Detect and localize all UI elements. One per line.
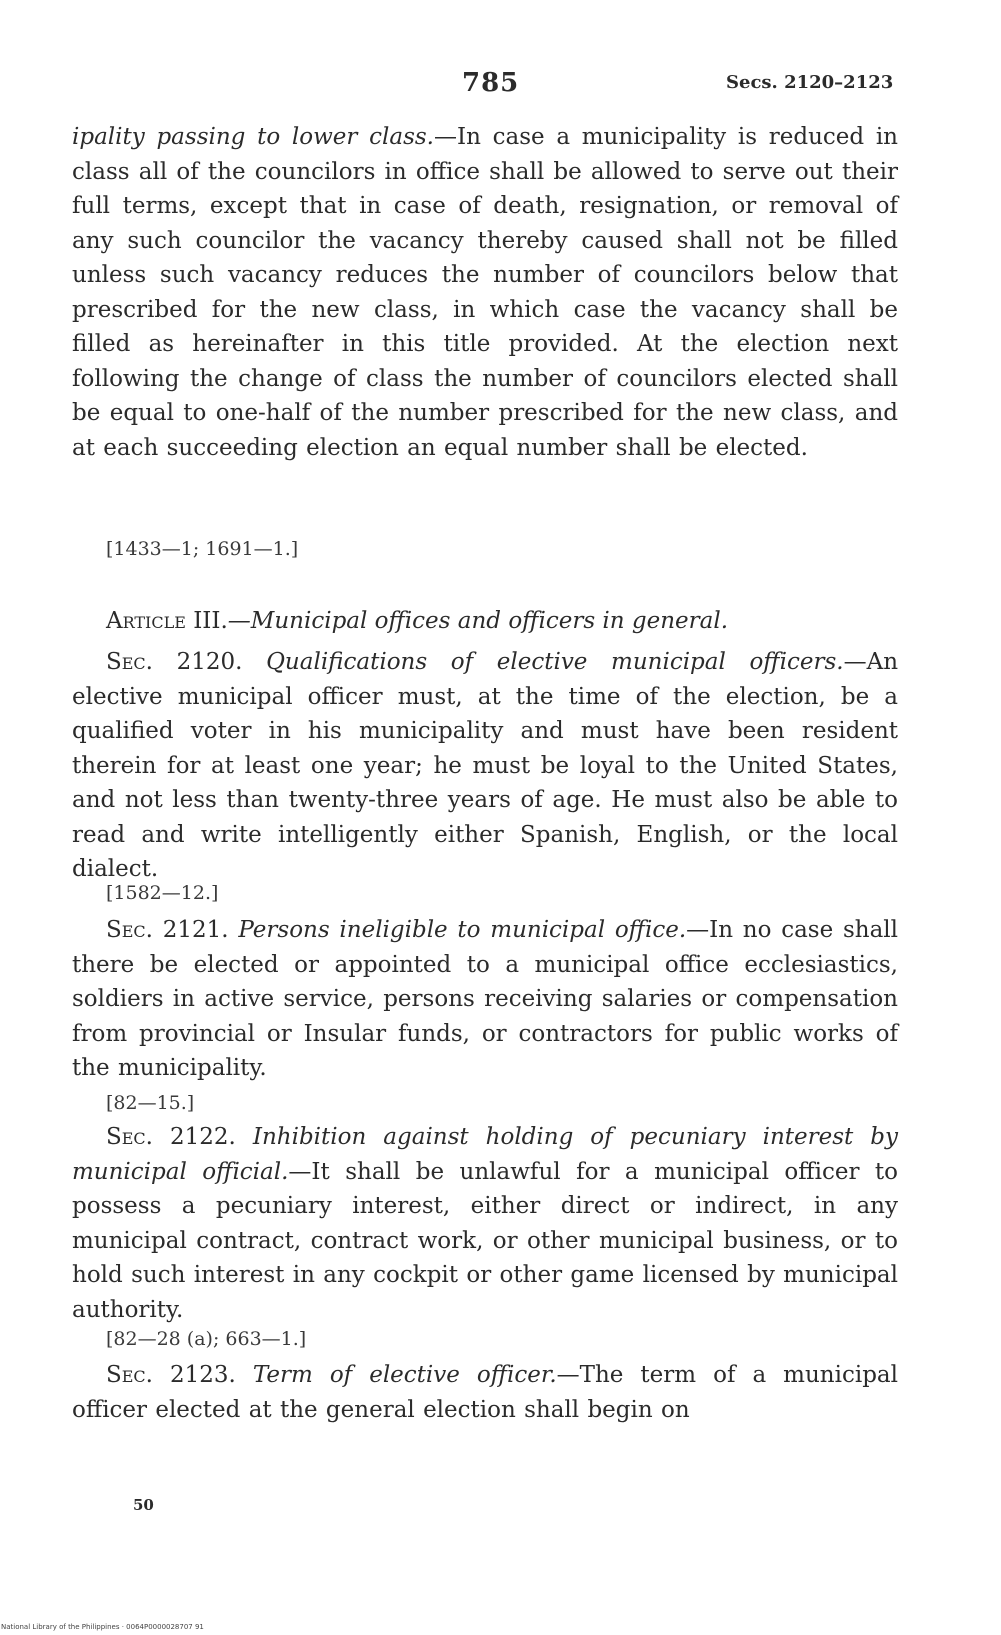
footer-credit: National Library of the Philippines · 0064P0000028707 91 [1,1623,204,1631]
section-title: Inhibition against holding of pecuniary interest by municipal official. [72,1124,898,1185]
page-number: 785 [462,68,520,98]
section-number: Sec. 2123. [106,1362,236,1388]
section-2122 [72,1120,898,1327]
section-2120 [72,645,898,887]
continuation-text: —In case a municipality is reduced in class all of the councilors in office shall be allowed to serve out their full terms, except that in case of death, resignation, or removal of any such councilor the vacancy thereby caused shall not be filled unless such vacancy reduces the number of councilors below that prescribed for the new class, in which case the vacancy shall be filled as hereinafter in this title provided. At the election next following the change of class the number of councilors elected shall be equal to one-half of the number prescribed for the new class, and at each succeeding election an equal number shall be elected. [72,124,898,461]
section-2123 [72,1358,898,1427]
section-title: Persons ineligible to municipal office. [238,917,687,943]
section-title: Qualifications of elective municipal officers. [266,649,844,675]
article-heading [106,608,728,634]
section-range: Secs. 2120–2123 [726,72,894,93]
section-number: Sec. 2121. [106,917,229,943]
section-text: —In no case shall there be elected or appointed to a municipal office ecclesiastics, soldiers in active service, persons receiving salaries or compensation from provincial or Insular funds, or contractors for public works of the municipality. [72,917,898,1081]
section-title: Term of elective officer. [252,1362,557,1388]
section-number: Sec. 2120. [106,649,243,675]
section-text: —It shall be unlawful for a municipal officer to possess a pecuniary interest, either direct or indirect, in any municipal contract, contract work, or other municipal business, or to hold such interest in any cockpit or other game licensed by municipal authority. [72,1158,899,1323]
section-number: Sec. 2122. [106,1124,236,1150]
section-2121 [72,913,898,1086]
section-2122-citation: [82—28 (a); 663—1.] [106,1328,307,1350]
section-2121-citation: [82—15.] [106,1092,195,1114]
section-text: —The term of a municipal officer elected at the general election shall begin on [72,1362,899,1423]
continuation-citation: [1433—1; 1691—1.] [106,538,299,560]
signature-mark: 50 [133,1496,154,1514]
section-text: —An elective municipal officer must, at the time of the election, be a qualified voter in his municipality and must have been resident therein for at least one year; he must be loyal to the United States, and not less than twenty-three years of age. He must also be able to read and write intelligently either Spanish, English, or the local dialect. [72,649,899,882]
section-2120-citation: [1582—12.] [106,882,219,904]
article-label: Article III. [106,608,228,634]
continuation-paragraph [72,120,898,465]
article-title: —Municipal offices and officers in general. [227,608,729,634]
continuation-heading: ipality passing to lower class. [72,124,434,150]
